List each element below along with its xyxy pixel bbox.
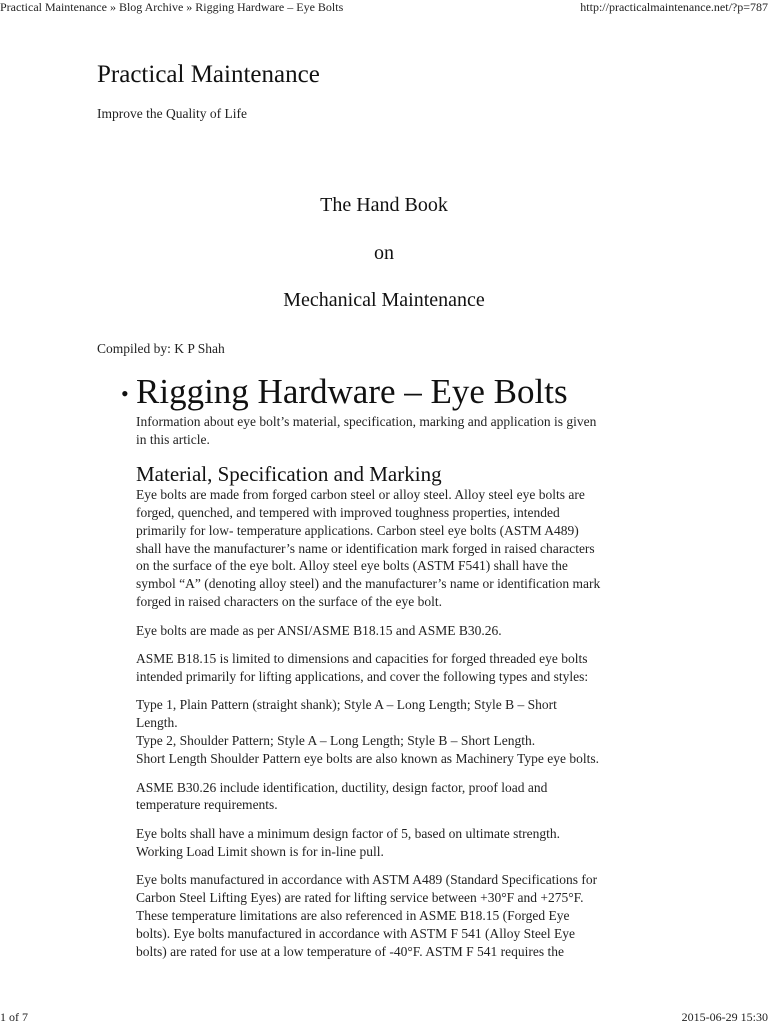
text-line: Eye bolts manufactured in accordance with ASTM A489 (Standard Specifications for: [136, 872, 598, 888]
post-content: [136, 413, 676, 971]
print-header-breadcrumb: Practical Maintenance » Blog Archive » Rigging Hardware – Eye Bolts: [0, 0, 344, 14]
post-title[interactable]: Rigging Hardware – Eye Bolts: [136, 372, 568, 411]
compiled-by: Compiled by: K P Shah: [97, 341, 225, 356]
paragraph-temperature: [136, 871, 676, 961]
section-heading: Material, Specification and Marking: [136, 461, 442, 486]
text-line: Eye bolts are made from forged carbon steel or alloy steel. Alloy steel eye bolts are: [136, 486, 585, 502]
paragraph-design-factor: [136, 825, 676, 861]
site-title[interactable]: Practical Maintenance: [97, 61, 320, 88]
text-line: These temperature limitations are also referenced in ASME B18.15 (Forged Eye: [136, 907, 570, 923]
text-line: Eye bolts shall have a minimum design factor of 5, based on ultimate strength.: [136, 825, 561, 841]
paragraph-b30-26: [136, 779, 676, 815]
print-footer-timestamp: 2015-06-29 15:30: [681, 1010, 768, 1024]
paragraph-types: [136, 696, 676, 768]
text-line: bolts) are rated for use at a low temperature of -40°F. ASTM F 541 requires the: [136, 943, 564, 959]
text-line: forged in raised characters on the surface of the eye bolt.: [136, 594, 442, 610]
text-line: primarily for low- temperature applications. Carbon steel eye bolts (ASTM A489): [136, 522, 579, 538]
text-line: ASME B30.26 include identification, ductility, design factor, proof load and: [136, 779, 548, 795]
text-line: shall have the manufacturer’s name or identification mark forged in raised characters: [136, 540, 595, 556]
text-line: ASME B18.15 is limited to dimensions and capacities for forged threaded eye bolts: [136, 651, 588, 667]
site-tagline: Improve the Quality of Life: [97, 106, 247, 121]
text-line: Information about eye bolt’s material, specification, marking and application is given: [136, 414, 597, 429]
text-line: symbol “A” (denoting alloy steel) and the manufacturer’s name or identification mark: [136, 576, 601, 592]
text-line: temperature requirements.: [136, 797, 278, 813]
text-line: Carbon Steel Lifting Eyes) are rated for lifting service between +30°F and +275°F.: [136, 890, 584, 906]
paragraph-standards: [136, 622, 676, 640]
text-line: bolts). Eye bolts manufactured in accordance with ASTM F 541 (Alloy Steel Eye: [136, 925, 576, 941]
paragraph-material: [136, 486, 676, 611]
print-header-url: http://practicalmaintenance.net/?p=787: [580, 0, 768, 14]
list-bullet-icon: •: [121, 381, 129, 406]
text-line: Length.: [136, 715, 178, 731]
paragraph-b18-15: [136, 650, 676, 686]
text-line: on the surface of the eye bolt. Alloy steel eye bolts (ASTM F541) shall have the: [136, 558, 568, 574]
text-line: in this article.: [136, 431, 210, 447]
text-line: intended primarily for lifting applications, and cover the following types and styles:: [136, 668, 589, 684]
print-footer-page-count: 1 of 7: [0, 1010, 28, 1024]
text-line: Eye bolts are made as per ANSI/ASME B18.15 and ASME B30.26.: [136, 622, 502, 638]
text-line: Short Length Shoulder Pattern eye bolts are also known as Machinery Type eye bolts.: [136, 751, 599, 767]
text-line: Working Load Limit shown is for in-line pull.: [136, 843, 384, 859]
text-line: Type 2, Shoulder Pattern; Style A – Long Length; Style B – Short Length.: [136, 733, 536, 749]
text-line: Type 1, Plain Pattern (straight shank); Style A – Long Length; Style B – Short: [136, 697, 557, 713]
text-line: forged, quenched, and tempered with improved toughness properties, intended: [136, 504, 560, 520]
book-title-line-1: The Hand Book: [320, 194, 448, 216]
post-intro: [136, 413, 676, 449]
book-title-line-3: Mechanical Maintenance: [283, 289, 485, 311]
book-title-line-2: on: [374, 242, 394, 264]
